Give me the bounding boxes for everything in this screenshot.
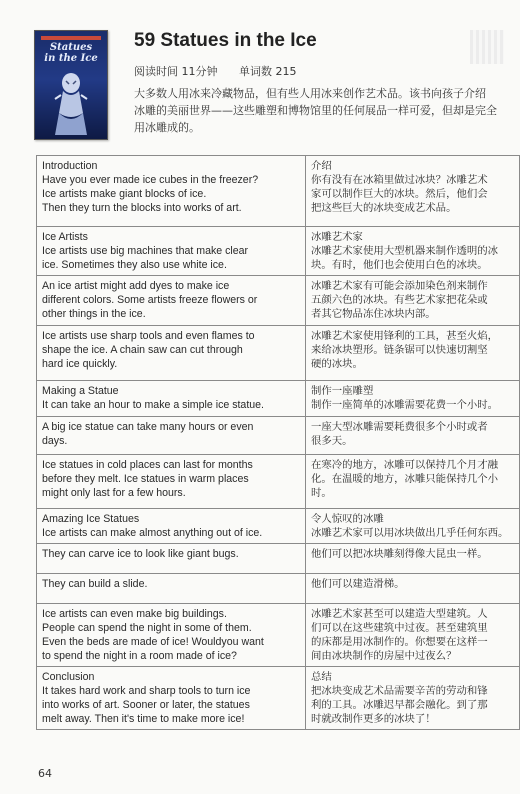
chinese-line: 家可以制作巨大的冰块。然后，他们会 — [311, 188, 488, 200]
english-line: before they melt. Ice statues in warm places — [42, 473, 249, 485]
chinese-line: 制作一座简单的冰雕需要花费一个小时。 — [311, 399, 499, 411]
passage-row — [37, 544, 520, 574]
english-text-cell — [37, 156, 306, 227]
english-text-cell — [37, 574, 306, 604]
chinese-line: 很多天。 — [311, 435, 353, 447]
english-text-cell — [37, 276, 306, 326]
chinese-line: 利的工具。冰雕迟早都会融化。到了那 — [311, 699, 488, 711]
english-line: Ice artists use big machines that make clear — [42, 245, 249, 257]
chinese-line: 五颜六色的冰块。有些艺术家把花朵或 — [311, 294, 488, 306]
cover-title-line: in the Ice — [44, 53, 98, 64]
reading-time: 阅读时间 11分钟 — [134, 65, 218, 78]
chinese-line: 冰雕艺术家甚至可以建造大型建筑。人 — [311, 608, 488, 620]
english-line: Ice statues in cold places can last for months — [42, 459, 253, 471]
chinese-line: 冰雕艺术家有可能会添加染色剂来制作 — [311, 280, 488, 292]
passage-row — [37, 227, 520, 276]
english-line: to spend the night in a room made of ice? — [42, 650, 237, 662]
english-line: Ice artists make giant blocks of ice. — [42, 188, 207, 200]
passage-row — [37, 574, 520, 604]
chinese-line: 把这些巨大的冰块变成艺术品。 — [311, 202, 457, 214]
passage-row — [37, 326, 520, 381]
english-line: might only last for a few hours. — [42, 487, 186, 499]
chinese-line: 硬的冰块。 — [311, 358, 363, 370]
chinese-text-cell — [306, 544, 520, 574]
cover-band — [41, 36, 101, 40]
chinese-text-cell — [306, 667, 520, 730]
english-line: Introduction — [42, 160, 98, 172]
chinese-line: 时。 — [311, 487, 332, 499]
chinese-line: 总结 — [311, 671, 332, 683]
chinese-line: 他们可以把冰块雕刻得像大昆虫一样。 — [311, 548, 488, 560]
passage-row — [37, 509, 520, 544]
summary-line: 大多数人用冰来冷藏物品，但有些人用冰来创作艺术品。该书向孩子介绍 — [134, 87, 486, 100]
english-line: Ice artists can make almost anything out of ice. — [42, 527, 263, 539]
english-line: shape the ice. A chain saw can cut through — [42, 344, 243, 356]
english-line: days. — [42, 435, 68, 447]
page-title: 59 Statues in the Ice — [134, 30, 317, 51]
english-text-cell — [37, 417, 306, 455]
english-text-cell — [37, 455, 306, 509]
chinese-text-cell — [306, 574, 520, 604]
passage-row — [37, 667, 520, 730]
chinese-line: 者其它物品冻住冰块内部。 — [311, 308, 436, 320]
chinese-text-cell — [306, 326, 520, 381]
book-cover-image — [34, 30, 108, 140]
english-text-cell — [37, 381, 306, 417]
english-text-cell — [37, 326, 306, 381]
english-line: Ice artists use sharp tools and even flames to — [42, 330, 255, 342]
english-line: different colors. Some artists freeze flowers or — [42, 294, 258, 306]
cover-title — [35, 42, 107, 64]
chinese-line: 冰雕艺术家 — [311, 231, 363, 243]
english-text-cell — [37, 544, 306, 574]
english-line: It takes hard work and sharp tools to turn ice — [42, 685, 251, 697]
english-line: Ice Artists — [42, 231, 88, 243]
chinese-line: 块。有时，他们也会使用白色的冰块。 — [311, 259, 488, 271]
reading-meta — [134, 63, 315, 79]
chinese-text-cell — [306, 227, 520, 276]
english-line: Have you ever made ice cubes in the freezer? — [42, 174, 259, 186]
chinese-line: 时就改制作更多的冰块了！ — [311, 713, 436, 725]
passage-row — [37, 276, 520, 326]
chinese-line: 们可以在这些建筑中过夜。甚至建筑里 — [311, 622, 488, 634]
chinese-line: 介绍 — [311, 160, 332, 172]
english-line: into works of art. Sooner or later, the statues — [42, 699, 250, 711]
english-text-cell — [37, 509, 306, 544]
passage-row — [37, 455, 520, 509]
chinese-text-cell — [306, 156, 520, 227]
qr-code-image — [470, 30, 504, 64]
chinese-line: 一座大型冰雕需要耗费很多个小时或者 — [311, 421, 488, 433]
english-line: Making a Statue — [42, 385, 119, 397]
book-summary — [134, 85, 506, 136]
english-line: People can spend the night in some of them. — [42, 622, 252, 634]
word-count: 单词数 215 — [239, 65, 297, 78]
chinese-line: 你有没有在冰箱里做过冰块？冰雕艺术 — [311, 174, 488, 186]
english-line: melt away. Then it's time to make more ice! — [42, 713, 245, 725]
chinese-line: 冰雕艺术家可以用冰块做出几乎任何东西。 — [311, 527, 509, 539]
passage-row — [37, 604, 520, 667]
english-line: Even the beds are made of ice! Wouldyou want — [42, 636, 264, 648]
chinese-text-cell — [306, 604, 520, 667]
english-text-cell — [37, 667, 306, 730]
chinese-line: 令人惊叹的冰雕 — [311, 513, 384, 525]
english-line: Then they turn the blocks into works of art. — [42, 202, 242, 214]
chinese-text-cell — [306, 381, 520, 417]
cover-title-line: Statues — [49, 42, 93, 53]
page-number: 64 — [38, 767, 52, 780]
summary-line: 冰雕的美丽世界——这些雕塑和博物馆里的任何展品一样可爱，但却是完全 — [134, 104, 497, 117]
chinese-line: 在寒冷的地方，冰雕可以保持几个月才融 — [311, 459, 499, 471]
chinese-line: 把冰块变成艺术品需要辛苦的劳动和锋 — [311, 685, 488, 697]
chinese-line: 他们可以建造滑梯。 — [311, 578, 405, 590]
chinese-text-cell — [306, 417, 520, 455]
chinese-line: 制作一座雕塑 — [311, 385, 374, 397]
english-line: They can carve ice to look like giant bugs. — [42, 548, 239, 560]
passage-row — [37, 156, 520, 227]
english-line: An ice artist might add dyes to make ice — [42, 280, 230, 292]
chinese-line: 来给冰块塑形。链条锯可以快速切割坚 — [311, 344, 488, 356]
passage-row — [37, 417, 520, 455]
english-line: A big ice statue can take many hours or even — [42, 421, 254, 433]
english-text-cell — [37, 227, 306, 276]
english-line: Amazing Ice Statues — [42, 513, 140, 525]
ice-sculpture-illustration — [49, 69, 93, 135]
english-line: ice. Sometimes they also use white ice. — [42, 259, 227, 271]
chinese-line: 冰雕艺术家使用锋利的工具，甚至火焰， — [311, 330, 499, 342]
english-line: It can take an hour to make a simple ice statue. — [42, 399, 264, 411]
english-line: other things in the ice. — [42, 308, 146, 320]
english-text-cell — [37, 604, 306, 667]
chinese-line: 化。在温暖的地方，冰雕只能保持几个小 — [311, 473, 499, 485]
chinese-text-cell — [306, 276, 520, 326]
bilingual-text-table — [36, 155, 520, 730]
summary-line: 用冰雕成的。 — [134, 121, 200, 134]
english-line: Ice artists can even make big buildings. — [42, 608, 227, 620]
chinese-line: 冰雕艺术家使用大型机器来制作透明的冰 — [311, 245, 499, 257]
chinese-line: 的床都是用冰制作的。你想要在这样一 — [311, 636, 488, 648]
english-line: Conclusion — [42, 671, 95, 683]
passage-row — [37, 381, 520, 417]
chinese-text-cell — [306, 509, 520, 544]
chinese-line: 间由冰块制作的房屋中过夜么？ — [311, 650, 457, 662]
english-line: They can build a slide. — [42, 578, 148, 590]
chinese-text-cell — [306, 455, 520, 509]
english-line: hard ice quickly. — [42, 358, 118, 370]
